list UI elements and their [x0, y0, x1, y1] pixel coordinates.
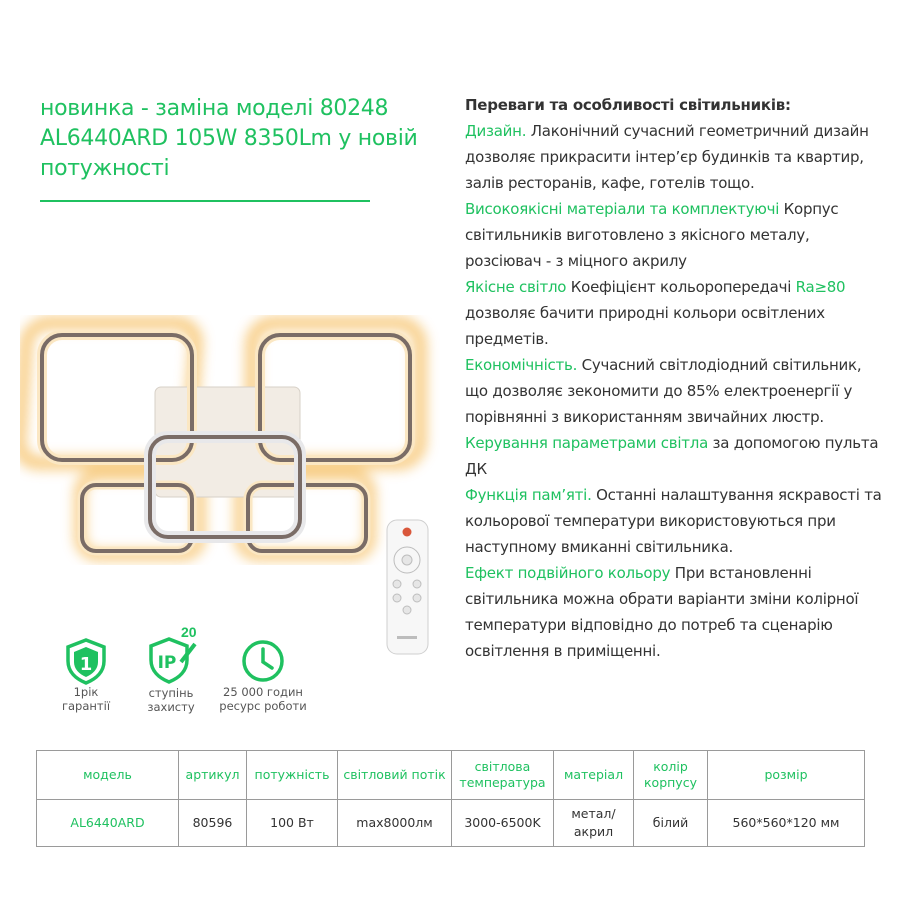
warranty-badge: [41, 637, 131, 713]
feature-text: При встановленні світильника можна обрати варіанти зміни колірної температури відповідно до потреб та сценарію освітлення в приміщенні.: [465, 564, 859, 660]
cell-luminous-flux: max8000лм: [338, 800, 452, 847]
header-body-color: колір корпусу: [634, 751, 708, 800]
feature-label: Якісне світло: [465, 278, 567, 296]
ip-rating-number: 20: [181, 624, 197, 640]
specs-table: [36, 750, 865, 847]
header-color-temperature: світлова температура: [452, 751, 554, 800]
ip-shield-icon: [141, 622, 201, 686]
feature-dual-color: [465, 560, 885, 664]
feature-design: [465, 118, 885, 196]
header-size: розмір: [708, 751, 865, 800]
feature-text: Корпус світильників виготовлено з якісного металу, розсіювач - з міцного акрилу: [465, 200, 839, 270]
headline-line-1: новинка - заміна моделі 80248: [40, 96, 389, 121]
lifetime-caption-2: ресурс роботи: [219, 699, 307, 713]
cell-size: 560*560*120 мм: [708, 800, 865, 847]
feature-text: Коефіцієнт кольоропередачі: [566, 278, 796, 296]
shield-1-icon: [63, 637, 109, 685]
headline-divider: [40, 200, 370, 202]
feature-label: Високоякісні матеріали та комплектуючі: [465, 200, 780, 218]
cell-article: 80596: [179, 800, 247, 847]
feature-text: за допомогою пульта ДК: [465, 434, 879, 478]
table-row: [37, 800, 865, 847]
feature-materials: [465, 196, 885, 274]
protection-badge: [126, 622, 216, 714]
protection-caption-2: захисту: [147, 700, 195, 714]
feature-remote-control: [465, 430, 885, 482]
ceiling-lamp-image: [20, 315, 440, 565]
features-title: Переваги та особливості світильників:: [465, 96, 791, 114]
remote-control-image: [385, 518, 430, 656]
protection-caption-1: ступінь: [148, 686, 194, 700]
feature-text: дозволяє бачити природні кольори освітлених предметів.: [465, 304, 825, 348]
feature-text: Сучасний світлодіодний світильник, що дозволяє зекономити до 85% електроенергії у порівнянні з використанням звичайних люстр.: [465, 356, 862, 426]
svg-text:IP: IP: [157, 653, 177, 673]
feature-label: Ефект подвійного кольору: [465, 564, 671, 582]
product-headline: [40, 94, 440, 184]
feature-label: Економічність.: [465, 356, 578, 374]
warranty-caption-1: 1рік: [73, 685, 99, 699]
header-model: модель: [37, 751, 179, 800]
cri-value: Ra≥80: [795, 278, 846, 296]
header-power: потужність: [247, 751, 338, 800]
cell-model: AL6440ARD: [37, 800, 179, 847]
feature-text: Лаконічний сучасний геометричний дизайн дозволяє прикрасити інтер’єр будинків та квартир, залів ресторанів, кафе, готелів тощо.: [465, 122, 869, 192]
header-material: матеріал: [554, 751, 634, 800]
header-luminous-flux: світловий потік: [338, 751, 452, 800]
feature-text: Останні налаштування яскравості та кольорової температури використовуються при наступному вмиканні світильника.: [465, 486, 882, 556]
cell-color-temperature: 3000-6500K: [452, 800, 554, 847]
warranty-caption-2: гарантії: [61, 699, 111, 713]
svg-text:1: 1: [79, 654, 93, 675]
feature-label: Дизайн.: [465, 122, 527, 140]
feature-memory: [465, 482, 885, 560]
cell-body-color: білий: [634, 800, 708, 847]
clock-icon: [239, 637, 287, 685]
cell-material: метал/ акрил: [554, 800, 634, 847]
cell-power: 100 Вт: [247, 800, 338, 847]
lifetime-caption-1: 25 000 годин: [223, 685, 303, 699]
feature-label: Керування параметрами світла: [465, 434, 709, 452]
feature-label: Функція пам’яті.: [465, 486, 592, 504]
lifetime-badge: [218, 637, 308, 713]
feature-light-quality: [465, 274, 885, 352]
feature-economy: [465, 352, 885, 430]
features-block: [465, 92, 885, 664]
headline-line-2: AL6440ARD 105W 8350Lm у новій: [40, 126, 418, 151]
headline-line-3: потужності: [40, 156, 170, 181]
table-header-row: [37, 751, 865, 800]
header-article: артикул: [179, 751, 247, 800]
